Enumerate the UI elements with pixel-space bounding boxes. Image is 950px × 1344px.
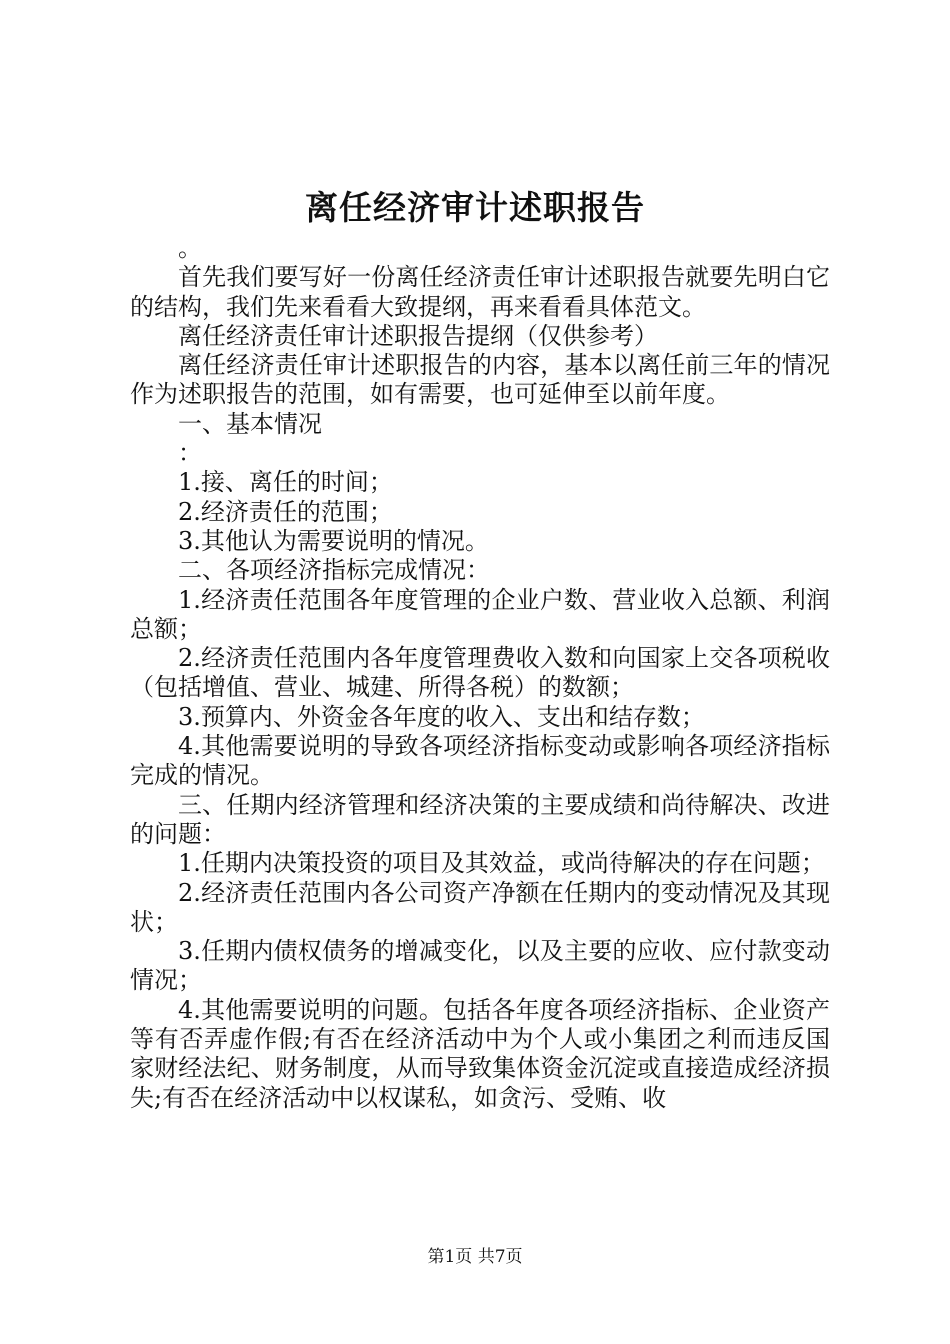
list-item: 1.经济责任范围各年度管理的企业户数、营业收入总额、利润总额； <box>130 585 830 643</box>
list-item: 3.其他认为需要说明的情况。 <box>178 526 489 555</box>
section-heading: 二、各项经济指标完成情况： <box>178 556 490 585</box>
list-item: 4.其他需要说明的问题。包括各年度各项经济指标、企业资产等有否弄虚作假;有否在经济活动中为个人或小集团之利而违反国家财经法纪、财务制度，从而导致集体资金沉淀或直接造成经济损失;有否在经济活动中以权谋私，如贪污、受贿、收 <box>130 995 830 1112</box>
list-item: 3.预算内、外资金各年度的收入、支出和结存数； <box>178 702 705 731</box>
section-heading: 一、基本情况 <box>178 409 322 438</box>
list-item: 1.任期内决策投资的项目及其效益，或尚待解决的存在问题； <box>178 849 825 878</box>
list-item: 2.经济责任范围内各年度管理费收入数和向国家上交各项税收（包括增值、营业、城建、所得各税）的数额； <box>130 644 830 702</box>
list-item: 3.任期内债权债务的增减变化，以及主要的应收、应付款变动情况； <box>130 937 830 995</box>
paragraph: 离任经济责任审计述职报告的内容，基本以离任前三年的情况作为述职报告的范围，如有需要，也可延伸至以前年度。 <box>130 351 830 409</box>
document-title: 离任经济审计述职报告 <box>305 188 645 227</box>
list-item: 1.接、离任的时间； <box>178 468 393 497</box>
paragraph: ： <box>178 439 202 468</box>
paragraph: 。 <box>178 234 202 262</box>
document-body <box>130 234 830 1113</box>
paragraph: 首先我们要写好一份离任经济责任审计述职报告就要先明白它的结构，我们先来看看大致提纲，再来看看具体范文。 <box>130 263 830 321</box>
list-item: 4.其他需要说明的导致各项经济指标变动或影响各项经济指标完成的情况。 <box>130 732 830 790</box>
list-item: 2.经济责任范围内各公司资产净额在任期内的变动情况及其现状； <box>130 878 830 936</box>
page-footer: 第1页 共7页 <box>427 1247 523 1267</box>
list-item: 2.经济责任的范围； <box>178 497 393 526</box>
paragraph: 离任经济责任审计述职报告提纲（仅供参考） <box>178 321 658 350</box>
section-heading: 三、任期内经济管理和经济决策的主要成绩和尚待解决、改进的问题： <box>130 790 830 848</box>
